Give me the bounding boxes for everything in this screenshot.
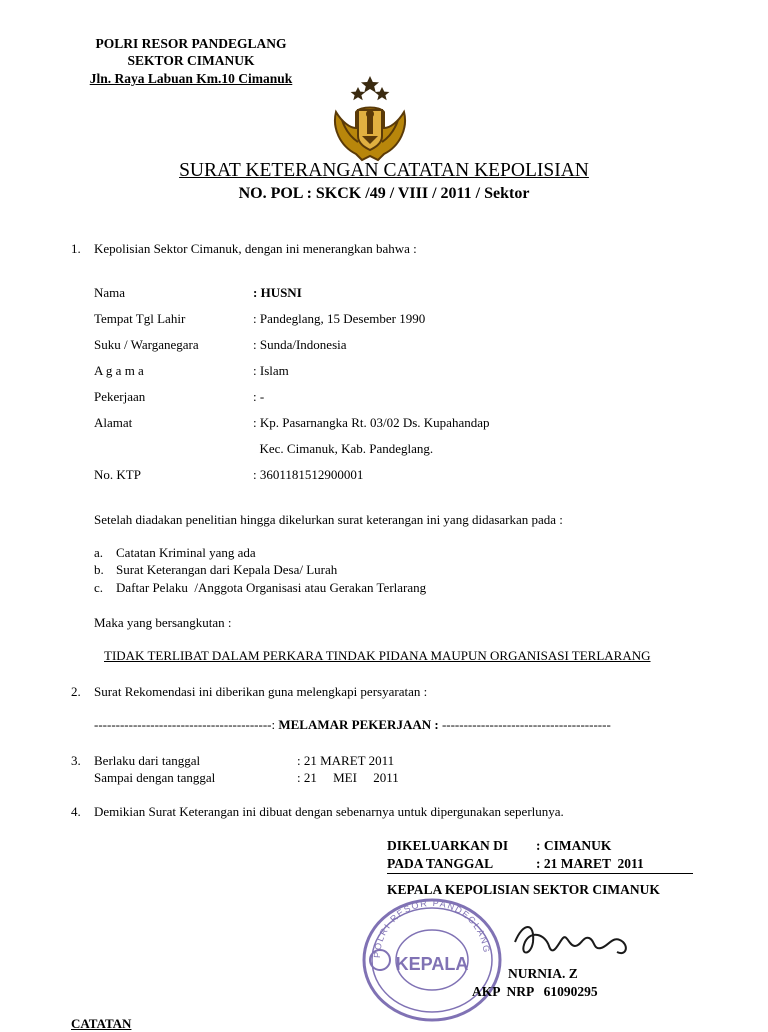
document-number: NO. POL : SKCK /49 / VIII / 2011 / Sektor — [238, 185, 530, 202]
official-stamp-icon — [352, 888, 512, 1024]
field-value-occupation: : - — [253, 389, 265, 404]
field-label-religion: A g a m a — [94, 363, 144, 378]
document-title: SURAT KETERANGAN CATATAN KEPOLISIAN — [179, 160, 589, 181]
field-label-address: Alamat — [94, 415, 133, 430]
conclusion-intro: Maka yang bersangkutan : — [94, 615, 232, 630]
item-4-number: 4. — [71, 804, 81, 819]
item-3-number: 3. — [71, 753, 81, 768]
purpose-line — [94, 717, 611, 733]
divider — [387, 873, 693, 874]
basis-item: Daftar Pelaku /Anggota Organisasi atau Gerakan Terlarang — [116, 580, 427, 595]
police-emblem-icon — [328, 76, 412, 162]
valid-from-value: : 21 MARET 2011 — [297, 753, 395, 768]
issued-place-value: : CIMANUK — [536, 838, 612, 853]
header-org-line1: POLRI RESOR PANDEGLANG — [95, 36, 287, 51]
field-label-occupation: Pekerjaan — [94, 389, 146, 404]
basis-letter: b. — [94, 562, 104, 577]
field-label-birth: Tempat Tgl Lahir — [94, 311, 186, 326]
header-address: Jln. Raya Labuan Km.10 Cimanuk — [89, 71, 293, 86]
footer-notes-heading: CATATAN — [71, 1016, 132, 1031]
basis-letter: a. — [94, 545, 104, 560]
valid-to-value: : 21 MEI 2011 — [297, 770, 399, 785]
purpose-text: MELAMAR PEKERJAAN : — [275, 717, 442, 732]
conclusion-statement: TIDAK TERLIBAT DALAM PERKARA TINDAK PIDANA MAUPUN ORGANISASI TERLARANG — [104, 648, 651, 663]
issued-date-value: : 21 MARET 2011 — [536, 856, 644, 871]
item-2-text: Surat Rekomendasi ini diberikan guna melengkapi persyaratan : — [94, 684, 428, 699]
item-1-number: 1. — [71, 241, 81, 256]
header-org-line2: SEKTOR CIMANUK — [127, 53, 255, 68]
valid-to-label: Sampai dengan tanggal — [94, 770, 216, 785]
basis-item: Catatan Kriminal yang ada — [116, 545, 256, 560]
item-1-text: Kepolisian Sektor Cimanuk, dengan ini menerangkan bahwa : — [94, 241, 417, 256]
field-label-nama: Nama — [94, 285, 126, 300]
field-value-address: : Kp. Pasarnangka Rt. 03/02 Ds. Kupahandap — [253, 415, 490, 430]
signatory-name: NURNIA. Z — [508, 966, 578, 981]
item-4-text: Demikian Surat Keterangan ini dibuat dengan sebenarnya untuk dipergunakan seperlunya. — [94, 804, 564, 819]
issued-place-label: DIKELUARKAN DI — [387, 838, 509, 853]
purpose-dashes-right: --------------------------------------- — [441, 717, 611, 732]
field-value-ethnicity: : Sunda/Indonesia — [253, 337, 347, 352]
field-value-religion: : Islam — [253, 363, 289, 378]
signature-icon — [505, 912, 640, 972]
basis-item: Surat Keterangan dari Kepala Desa/ Lurah — [116, 562, 338, 577]
issuer-position: KEPALA KEPOLISIAN SEKTOR CIMANUK — [387, 882, 660, 897]
basis-intro: Setelah diadakan penelitian hingga dikelurkan surat keterangan ini yang didasarkan pada : — [94, 512, 563, 527]
basis-letter: c. — [94, 580, 104, 595]
field-value-birth: : Pandeglang, 15 Desember 1990 — [253, 311, 426, 326]
issued-date-label: PADA TANGGAL — [387, 856, 494, 871]
signatory-rank-nrp: AKP NRP 61090295 — [472, 984, 598, 999]
field-label-ethnicity: Suku / Warganegara — [94, 337, 199, 352]
field-label-ktp: No. KTP — [94, 467, 141, 482]
field-value-nama: : HUSNI — [253, 285, 302, 300]
purpose-dashes-left: -----------------------------------------: — [94, 717, 276, 732]
valid-from-label: Berlaku dari tanggal — [94, 753, 201, 768]
svg-text:POLRI RESOR PANDEGLANG: POLRI RESOR PANDEGLANG — [371, 897, 492, 959]
field-value-ktp: : 3601181512900001 — [253, 467, 364, 482]
item-2-number: 2. — [71, 684, 81, 699]
stamp-text: KEPALA — [395, 954, 469, 974]
field-value-address-line2: Kec. Cimanuk, Kab. Pandeglang. — [253, 441, 434, 456]
